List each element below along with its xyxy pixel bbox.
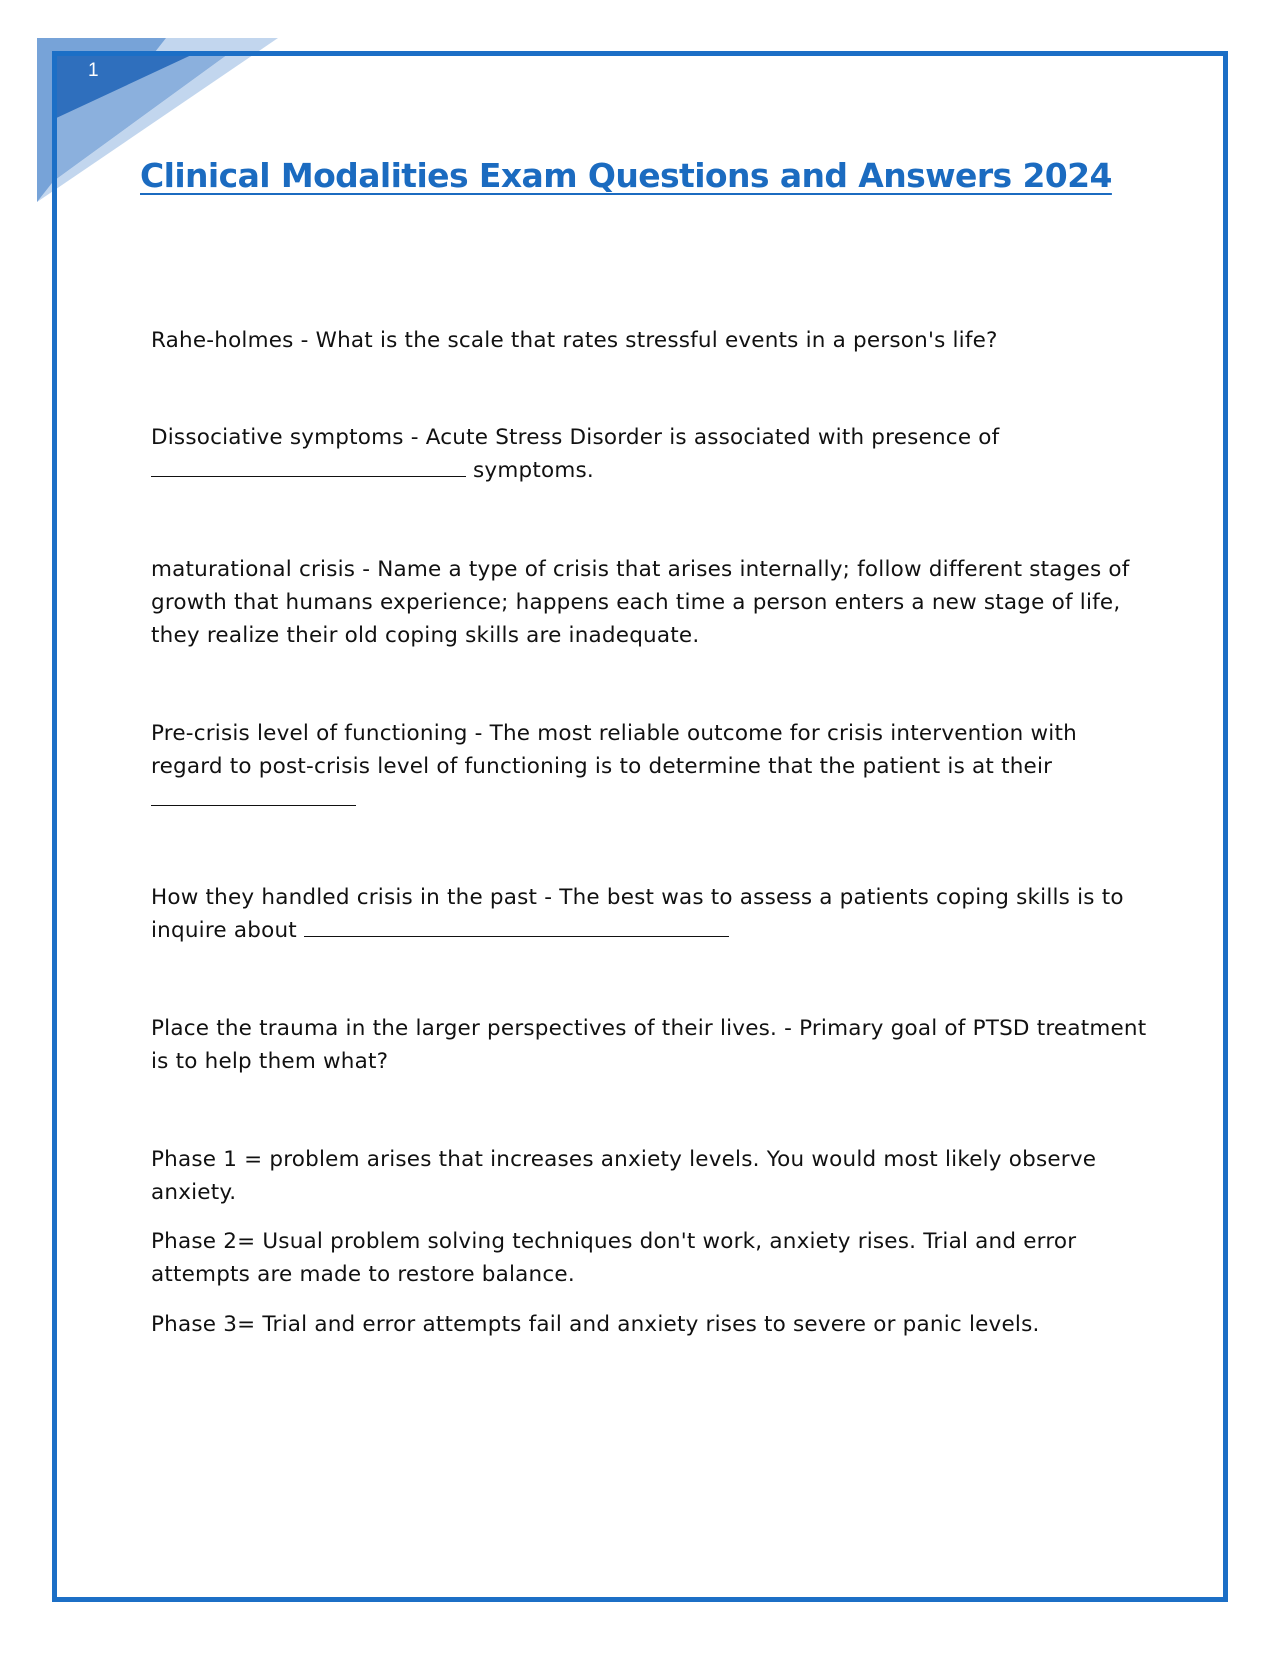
- question-text: Acute Stress Disorder is associated with presence of: [425, 425, 1000, 450]
- answer-text: Place the trauma in the larger perspectives of their lives.: [151, 1016, 778, 1041]
- phase-3-text: Phase 3= Trial and error attempts fail and anxiety rises to severe or panic levels.: [151, 1312, 1040, 1337]
- answer-blank: [151, 456, 466, 477]
- document-title: Clinical Modalities Exam Questions and Answers 2024: [140, 156, 1112, 195]
- qa-item-6: [151, 1012, 1149, 1078]
- phase-2-text: Phase 2= Usual problem solving techniques don't work, anxiety rises. Trial and error attempts are made to restore balance.: [151, 1229, 1077, 1287]
- answer-text: Rahe-holmes: [151, 328, 294, 353]
- separator: -: [467, 721, 490, 746]
- qa-item-3: [151, 553, 1149, 652]
- qa-item-4: [151, 717, 1149, 816]
- answer-text: maturational crisis: [151, 557, 356, 582]
- separator: -: [777, 1016, 800, 1041]
- question-text: What is the scale that rates stressful events in a person's life?: [315, 328, 998, 353]
- answer-text: Dissociative symptoms: [151, 425, 404, 450]
- qa-item-1: [151, 324, 1149, 357]
- question-text: Primary goal of PTSD treatment is to help them what?: [151, 1016, 1147, 1074]
- answer-blank: [304, 916, 729, 937]
- separator: -: [537, 885, 560, 910]
- question-text: The best was to assess a patients coping skills is to inquire about: [151, 885, 1124, 943]
- page-border: [52, 51, 1228, 1602]
- separator: -: [293, 328, 316, 353]
- answer-blank: [151, 785, 356, 806]
- qa-item-2: [151, 421, 1149, 487]
- question-text-end: symptoms.: [466, 458, 594, 483]
- question-text: The most reliable outcome for crisis intervention with regard to post-crisis level of functioning is to determine that the patient is at their: [151, 721, 1077, 779]
- separator: -: [403, 425, 426, 450]
- page-number: 1: [88, 60, 99, 81]
- qa-item-5: [151, 881, 1149, 947]
- separator: -: [355, 557, 378, 582]
- question-text: Name a type of crisis that arises internally; follow different stages of growth that humans experience; happens each time a person enters a new stage of life, they realize their old coping skills are inadequate.: [151, 557, 1130, 648]
- answer-text: Pre-crisis level of functioning: [151, 721, 468, 746]
- phase-1-text: Phase 1 = problem arises that increases anxiety levels. You would most likely observe anxiety.: [151, 1147, 1097, 1205]
- answer-text: How they handled crisis in the past: [151, 885, 538, 910]
